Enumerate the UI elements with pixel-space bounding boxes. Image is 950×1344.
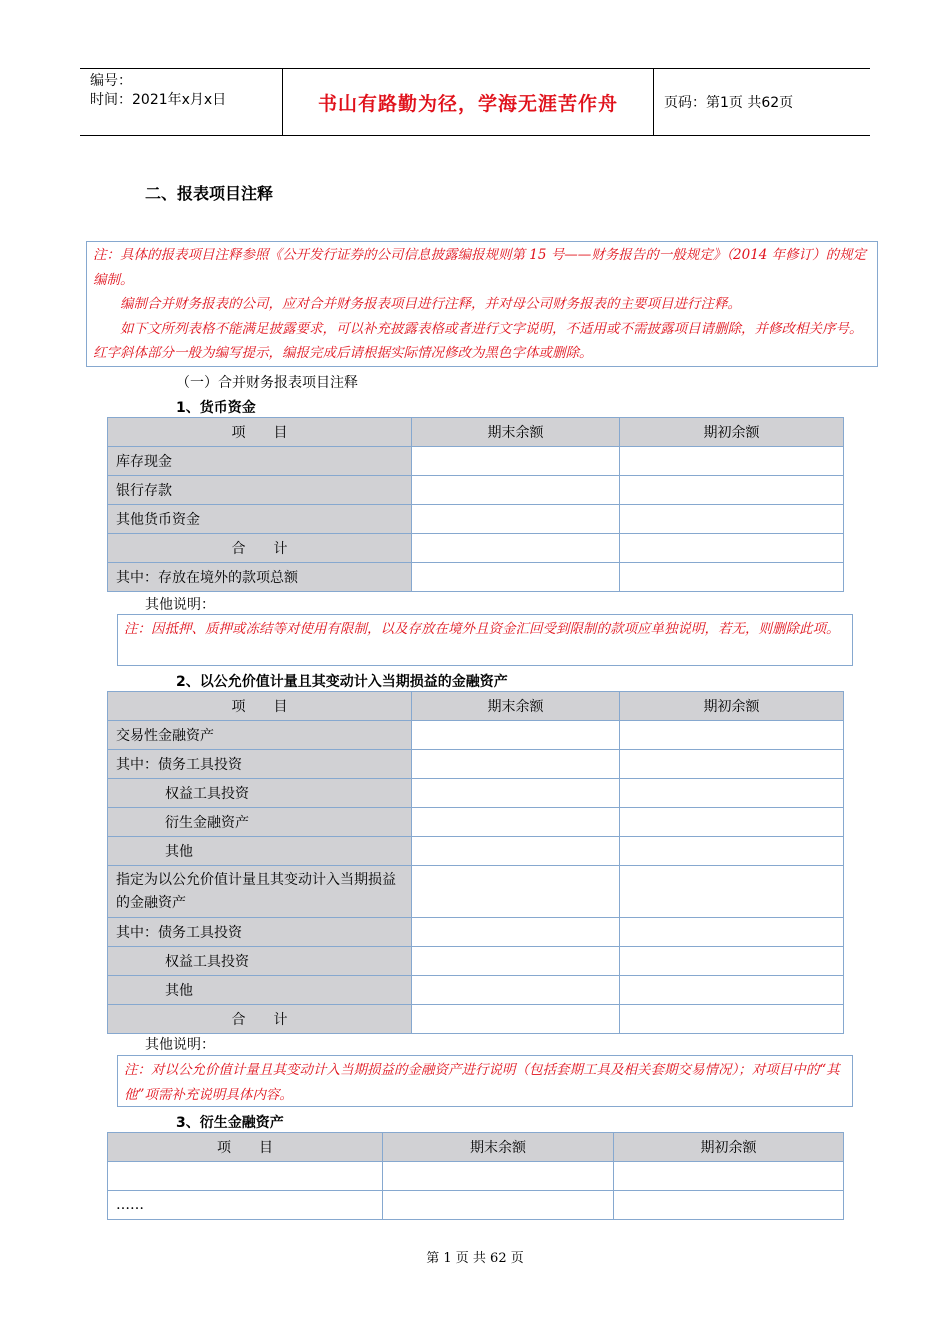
intro-note-line2: 编制合并财务报表的公司，应对合并财务报表项目进行注释，并对母公司财务报表的主要项目进行注释。 bbox=[120, 296, 741, 312]
row-label-total: 合 计 bbox=[108, 1005, 412, 1034]
cell-opening[interactable] bbox=[620, 779, 844, 808]
table-row bbox=[108, 750, 844, 779]
table2-note: 注：对以公允价值计量且其变动计入当期损益的金融资产进行说明（包括套期工具及相关套期交易情况）；对项目中的“其他”项需补充说明具体内容。 bbox=[117, 1055, 853, 1107]
table-row bbox=[108, 837, 844, 866]
cell-closing[interactable] bbox=[412, 947, 620, 976]
table-header-row bbox=[108, 692, 844, 721]
header-number: 编号： bbox=[90, 73, 132, 89]
table2-other-label: 其他说明： bbox=[145, 1037, 215, 1053]
cell-opening[interactable] bbox=[620, 721, 844, 750]
cell-opening[interactable] bbox=[620, 837, 844, 866]
row-label-total: 合 计 bbox=[108, 534, 412, 563]
table-row bbox=[108, 808, 844, 837]
cell-closing[interactable] bbox=[412, 476, 620, 505]
cell-opening[interactable] bbox=[614, 1191, 844, 1220]
cell-opening[interactable] bbox=[620, 808, 844, 837]
column-header: 期初余额 bbox=[620, 692, 844, 721]
cell-closing[interactable] bbox=[412, 808, 620, 837]
cell-closing[interactable] bbox=[412, 447, 620, 476]
table-row bbox=[108, 1005, 844, 1034]
table-row bbox=[108, 534, 844, 563]
row-label: 衍生金融资产 bbox=[108, 808, 412, 837]
subsection-title: （一）合并财务报表项目注释 bbox=[176, 375, 358, 391]
row-label: 权益工具投资 bbox=[108, 947, 412, 976]
column-header: 项 目 bbox=[108, 1133, 383, 1162]
row-label: 其中：存放在境外的款项总额 bbox=[108, 563, 412, 592]
cell-opening[interactable] bbox=[614, 1162, 844, 1191]
table-row bbox=[108, 779, 844, 808]
row-label: 其他 bbox=[108, 976, 412, 1005]
derivatives-table bbox=[107, 1132, 844, 1220]
column-header: 项 目 bbox=[108, 692, 412, 721]
cell-closing[interactable] bbox=[383, 1191, 614, 1220]
cell-opening[interactable] bbox=[620, 918, 844, 947]
cash-table bbox=[107, 417, 844, 592]
table3-title: 3、衍生金融资产 bbox=[176, 1115, 284, 1131]
table2-title: 2、以公允价值计量且其变动计入当期损益的金融资产 bbox=[176, 674, 508, 690]
cell-closing[interactable] bbox=[412, 837, 620, 866]
cell-closing[interactable] bbox=[412, 563, 620, 592]
row-label: 指定为以公允价值计量且其变动计入当期损益的金融资产 bbox=[108, 866, 412, 918]
row-label: 其中：债务工具投资 bbox=[108, 750, 412, 779]
cell-opening[interactable] bbox=[620, 476, 844, 505]
column-header: 期初余额 bbox=[620, 418, 844, 447]
cell-closing[interactable] bbox=[412, 721, 620, 750]
header-meta bbox=[80, 69, 282, 135]
cell-closing[interactable] bbox=[412, 750, 620, 779]
cell-opening[interactable] bbox=[620, 534, 844, 563]
cell-opening[interactable] bbox=[620, 976, 844, 1005]
cell-closing[interactable] bbox=[412, 779, 620, 808]
page-header bbox=[80, 68, 870, 136]
table-row bbox=[108, 505, 844, 534]
table-header-row bbox=[108, 1133, 844, 1162]
intro-note-line1: 注：具体的报表项目注释参照《公开发行证券的公司信息披露编报规则第 15 号——财务报告的一般规定》（2014 年修订）的规定编制。 bbox=[93, 247, 867, 288]
cell-opening[interactable] bbox=[620, 947, 844, 976]
cell-opening[interactable] bbox=[620, 447, 844, 476]
table-row bbox=[108, 1162, 844, 1191]
column-header: 期初余额 bbox=[614, 1133, 844, 1162]
table1-other-label: 其他说明： bbox=[145, 597, 215, 613]
table-row bbox=[108, 447, 844, 476]
table1-note: 注：因抵押、质押或冻结等对使用有限制，以及存放在境外且资金汇回受到限制的款项应单独说明，若无，则删除此项。 bbox=[117, 614, 853, 666]
cell-opening[interactable] bbox=[620, 1005, 844, 1034]
cell-closing[interactable] bbox=[383, 1162, 614, 1191]
column-header: 期末余额 bbox=[383, 1133, 614, 1162]
intro-note-line3: 如下文所列表格不能满足披露要求，可以补充披露表格或者进行文字说明，不适用或不需披露项目请删除，并修改相关序号。红字斜体部分一般为编写提示，编报完成后请根据实际情况修改为黑色字体或删除。 bbox=[93, 320, 863, 361]
row-label: 银行存款 bbox=[108, 476, 412, 505]
row-label: 其他货币资金 bbox=[108, 505, 412, 534]
header-time: 时间：2021年x月x日 bbox=[90, 92, 227, 108]
cell-closing[interactable] bbox=[412, 534, 620, 563]
cell-opening[interactable] bbox=[620, 866, 844, 918]
cell-opening[interactable] bbox=[620, 505, 844, 534]
intro-note bbox=[86, 241, 878, 367]
table-row bbox=[108, 721, 844, 750]
cell-closing[interactable] bbox=[412, 976, 620, 1005]
cell-closing[interactable] bbox=[412, 866, 620, 918]
page-footer: 第 1 页 共 62 页 bbox=[426, 1251, 524, 1266]
table-row bbox=[108, 918, 844, 947]
cell-opening[interactable] bbox=[620, 750, 844, 779]
table-row bbox=[108, 976, 844, 1005]
table-row bbox=[108, 947, 844, 976]
section-title: 二、报表项目注释 bbox=[145, 184, 274, 203]
cell-opening[interactable] bbox=[620, 563, 844, 592]
cell-closing[interactable] bbox=[412, 1005, 620, 1034]
table1-title: 1、货币资金 bbox=[176, 400, 256, 416]
row-label[interactable] bbox=[108, 1162, 383, 1191]
fvtpl-table bbox=[107, 691, 844, 1034]
row-label: 其中：债务工具投资 bbox=[108, 918, 412, 947]
row-label: 库存现金 bbox=[108, 447, 412, 476]
table-row bbox=[108, 1191, 844, 1220]
row-label: 其他 bbox=[108, 837, 412, 866]
column-header: 期末余额 bbox=[412, 692, 620, 721]
table-row bbox=[108, 866, 844, 918]
column-header: 项 目 bbox=[108, 418, 412, 447]
table-row bbox=[108, 563, 844, 592]
table-header-row bbox=[108, 418, 844, 447]
table-row bbox=[108, 476, 844, 505]
row-label[interactable]: …… bbox=[108, 1191, 383, 1220]
cell-closing[interactable] bbox=[412, 505, 620, 534]
row-label: 权益工具投资 bbox=[108, 779, 412, 808]
column-header: 期末余额 bbox=[412, 418, 620, 447]
header-page-info: 页码：第1页 共62页 bbox=[664, 95, 794, 111]
header-motto: 书山有路勤为径，学海无涯苦作舟 bbox=[282, 69, 654, 135]
row-label: 交易性金融资产 bbox=[108, 721, 412, 750]
cell-closing[interactable] bbox=[412, 918, 620, 947]
